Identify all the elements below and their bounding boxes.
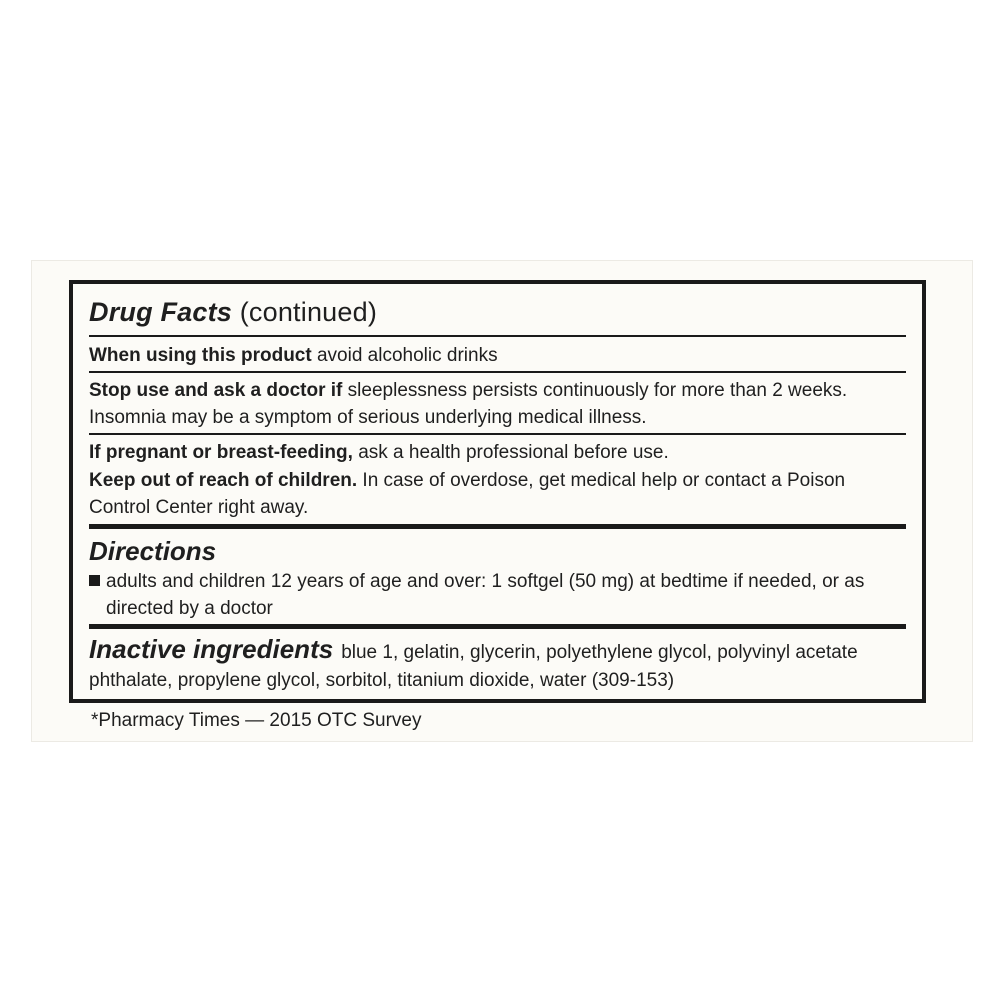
divider	[89, 371, 906, 373]
directions-heading: Directions	[89, 536, 217, 566]
stop-use-line-1	[89, 379, 847, 403]
section-divider	[89, 624, 906, 629]
when-using-text: avoid alcoholic drinks	[311, 345, 498, 366]
divider	[89, 433, 906, 435]
stop-use-text-2: Insomnia may be a symptom of serious underlying medical illness.	[89, 407, 647, 428]
section-divider	[89, 524, 906, 529]
inactive-line-1	[89, 634, 858, 665]
keep-out-line-2	[89, 496, 308, 520]
inactive-line-2	[89, 669, 674, 693]
title-main: Drug Facts	[89, 297, 233, 327]
directions-item-line-2	[106, 597, 273, 621]
inactive-heading: Inactive ingredients	[89, 634, 334, 664]
drug-facts-box	[69, 280, 926, 703]
keep-out-text-2: Control Center right away.	[89, 497, 309, 518]
inactive-text-1: blue 1, gelatin, glycerin, polyethylene glycol, polyvinyl acetate	[341, 642, 858, 663]
when-using-heading: When using this product	[89, 345, 312, 366]
bullet-icon	[89, 575, 100, 586]
pregnant-line	[89, 441, 669, 465]
pregnant-text: ask a health professional before use.	[352, 442, 669, 463]
stop-use-text-1: sleeplessness persists continuously for more than 2 weeks.	[342, 380, 848, 401]
inactive-text-2: phthalate, propylene glycol, sorbitol, titanium dioxide, water (309-153)	[89, 670, 675, 691]
directions-item-line-1	[89, 570, 864, 594]
footnote: *Pharmacy Times — 2015 OTC Survey	[91, 710, 422, 731]
keep-out-heading: Keep out of reach of children.	[89, 470, 358, 491]
when-using-line	[89, 344, 498, 368]
stop-use-line-2	[89, 406, 647, 430]
keep-out-text-1: In case of overdose, get medical help or contact a Poison	[357, 470, 846, 491]
divider	[89, 335, 906, 337]
directions-item-text-2: directed by a doctor	[106, 598, 273, 619]
pregnant-heading: If pregnant or breast-feeding,	[89, 442, 353, 463]
directions-item-text-1: adults and children 12 years of age and over: 1 softgel (50 mg) at bedtime if needed, or as	[106, 571, 865, 592]
stop-use-heading: Stop use and ask a doctor if	[89, 380, 343, 401]
keep-out-line-1	[89, 469, 845, 493]
drug-facts-title	[89, 296, 377, 328]
title-continued: (continued)	[239, 297, 378, 327]
